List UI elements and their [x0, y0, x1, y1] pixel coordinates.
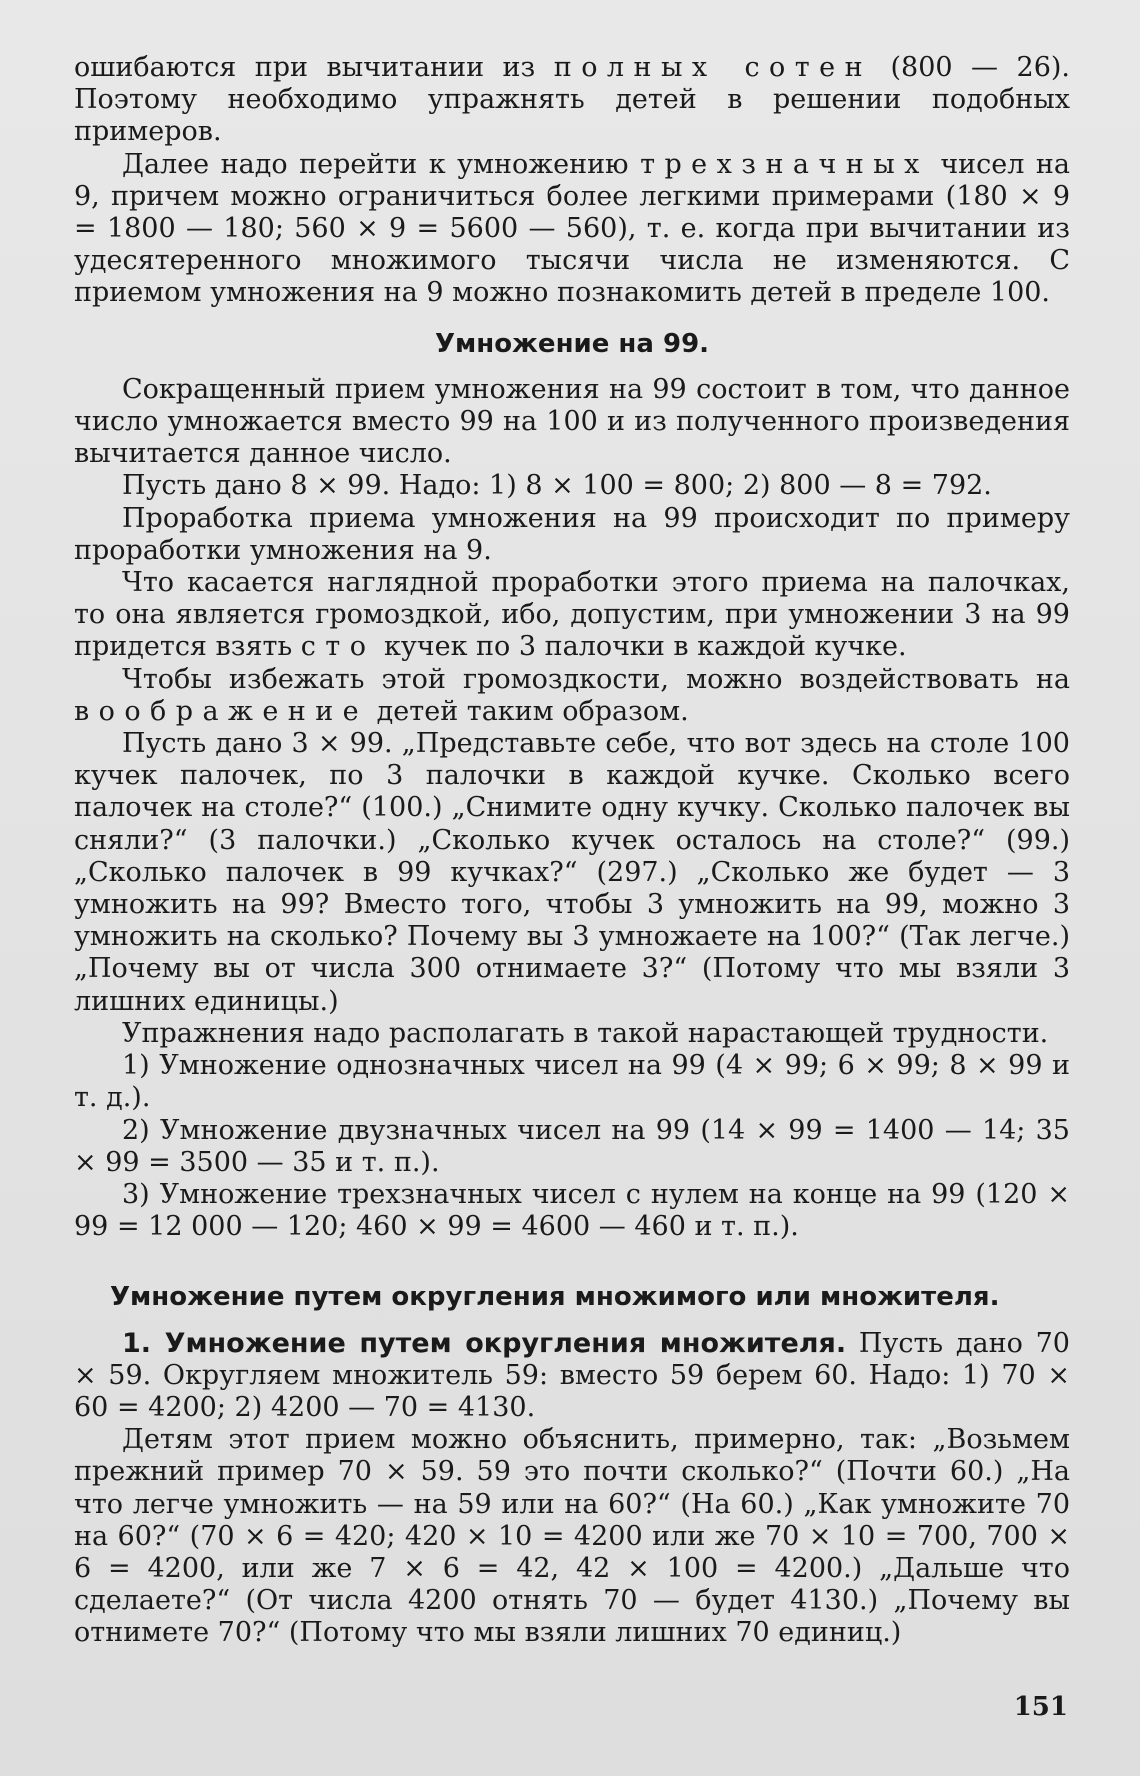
list-item-3: 3) Умножение трехзначных чисел с нулем на конце на 99 (120 × 99 = 12 000 — 120; 460 × 99 = 4600 — 460 и т. п.). [74, 1178, 1070, 1243]
list-item-1: 1) Умножение однозначных чисел на 99 (4 × 99; 6 × 99; 8 × 99 и т. д.). [74, 1050, 1070, 1114]
subsection-title: 1. Умножение путем округления множителя. [122, 1327, 847, 1359]
spaced-emphasis: сто [300, 631, 376, 663]
list-item-2: 2) Умножение двузначных чисел на 99 (14 × 99 = 1400 — 14; 35 × 99 = 3500 — 35 и т. п.). [74, 1114, 1070, 1178]
spaced-emphasis: трехзначных [640, 148, 929, 180]
paragraph-8: Пусть дано 3 × 99. „Представьте себе, что вот здесь на столе 100 кучек палочек, по 3 палочки в каждой кучке. Сколько всего палочек на столе?“ (100.) „Снимите одну кучку. Сколько палочек вы сняли?“ (3 палочки.) „Сколько кучек осталось на столе?“ (99.) „Сколько палочек в 99 кучках?“ (297.) „Сколько же будет — 3 умножить на 99? Вместо того, чтобы 3 умножить на 99, можно 3 умножить на сколько? Почему вы 3 умножаете на 100?“ (Так легче.) „Почему вы от числа 300 отнимаете 3?“ (Потому что мы взяли 3 лишних единицы.) [74, 728, 1070, 1017]
paragraph-14: Детям этот прием можно объяснить, примерно, так: „Возьмем прежний пример 70 × 59. 59 это почти сколько?“ (Почти 60.) „На что легче умножить — на 59 или на 60?“ (На 60.) „Как умножите 70 на 60?“ (70 × 6 = 420; 420 × 10 = 4200 или же 70 × 10 = 700, 700 × 6 = 4200, или же 7 × 6 = 42, 42 × 100 = 4200.) „Дальше что сделаете?“ (От числа 4200 отнять 70 — будет 4130.) „Почему вы отнимете 70?“ (Потому что мы взяли лишних 70 единиц.) [74, 1424, 1070, 1649]
paragraph-9: Упражнения надо располагать в такой нарастающей трудности. [122, 1017, 1049, 1049]
page-text [74, 52, 1070, 1650]
paragraph-3: Сокращенный прием умножения на 99 состоит в том, что данное число умножается вместо 99 на 100 и из полученного произведения вычитается данное число. [74, 373, 1070, 470]
paragraph-6: Что касается наглядной проработки этого приема на палочках, то она является громоздкой, ибо, допустим, при умножении 3 на 99 придется взять сто кучек по 3 палочки в каждой кучке. [74, 567, 1070, 663]
section-heading-multiply-99: Умножение на 99. [434, 328, 710, 359]
paragraph-5: Проработка приема умножения на 99 происходит по примеру проработки умножения на 9. [74, 502, 1070, 566]
paragraph-2: Далее надо перейти к умножению трехзначных чисел на 9, причем можно ограничиться более легкими примерами (180 × 9 = 1800 — 180; 560 × 9 = 5600 — 560), т. е. когда при вычитании из удесятеренного множимого тысячи числа не изменяются. С приемом умножения на 9 можно познакомить детей в пределе 100. [74, 148, 1070, 309]
paragraph-13: 1. Умножение путем округления множителя. Пусть дано 70 × 59. Округляем множитель 59: вместо 59 берем 60. Надо: 1) 70 × 60 = 4200; 2) 4200 — 70 = 4130. [74, 1327, 1070, 1423]
paragraph-1: ошибаются при вычитании из полных сотен (800 — 26). Поэтому необходимо упражнять детей в решении подобных примеров. [74, 52, 1070, 148]
page-number: 151 [1013, 1692, 1068, 1722]
spaced-emphasis: воображение [74, 695, 369, 727]
paragraph-7: Чтобы избежать этой громоздкости, можно воздействовать на воображение детей таким образом. [74, 663, 1070, 727]
paragraph-4: Пусть дано 8 × 99. Надо: 1) 8 × 100 = 800; 2) 800 — 8 = 792. [122, 470, 992, 502]
spaced-emphasis: полных сотен [553, 52, 873, 83]
section-heading-rounding: Умножение путем округления множимого или множителя. [110, 1282, 1000, 1313]
